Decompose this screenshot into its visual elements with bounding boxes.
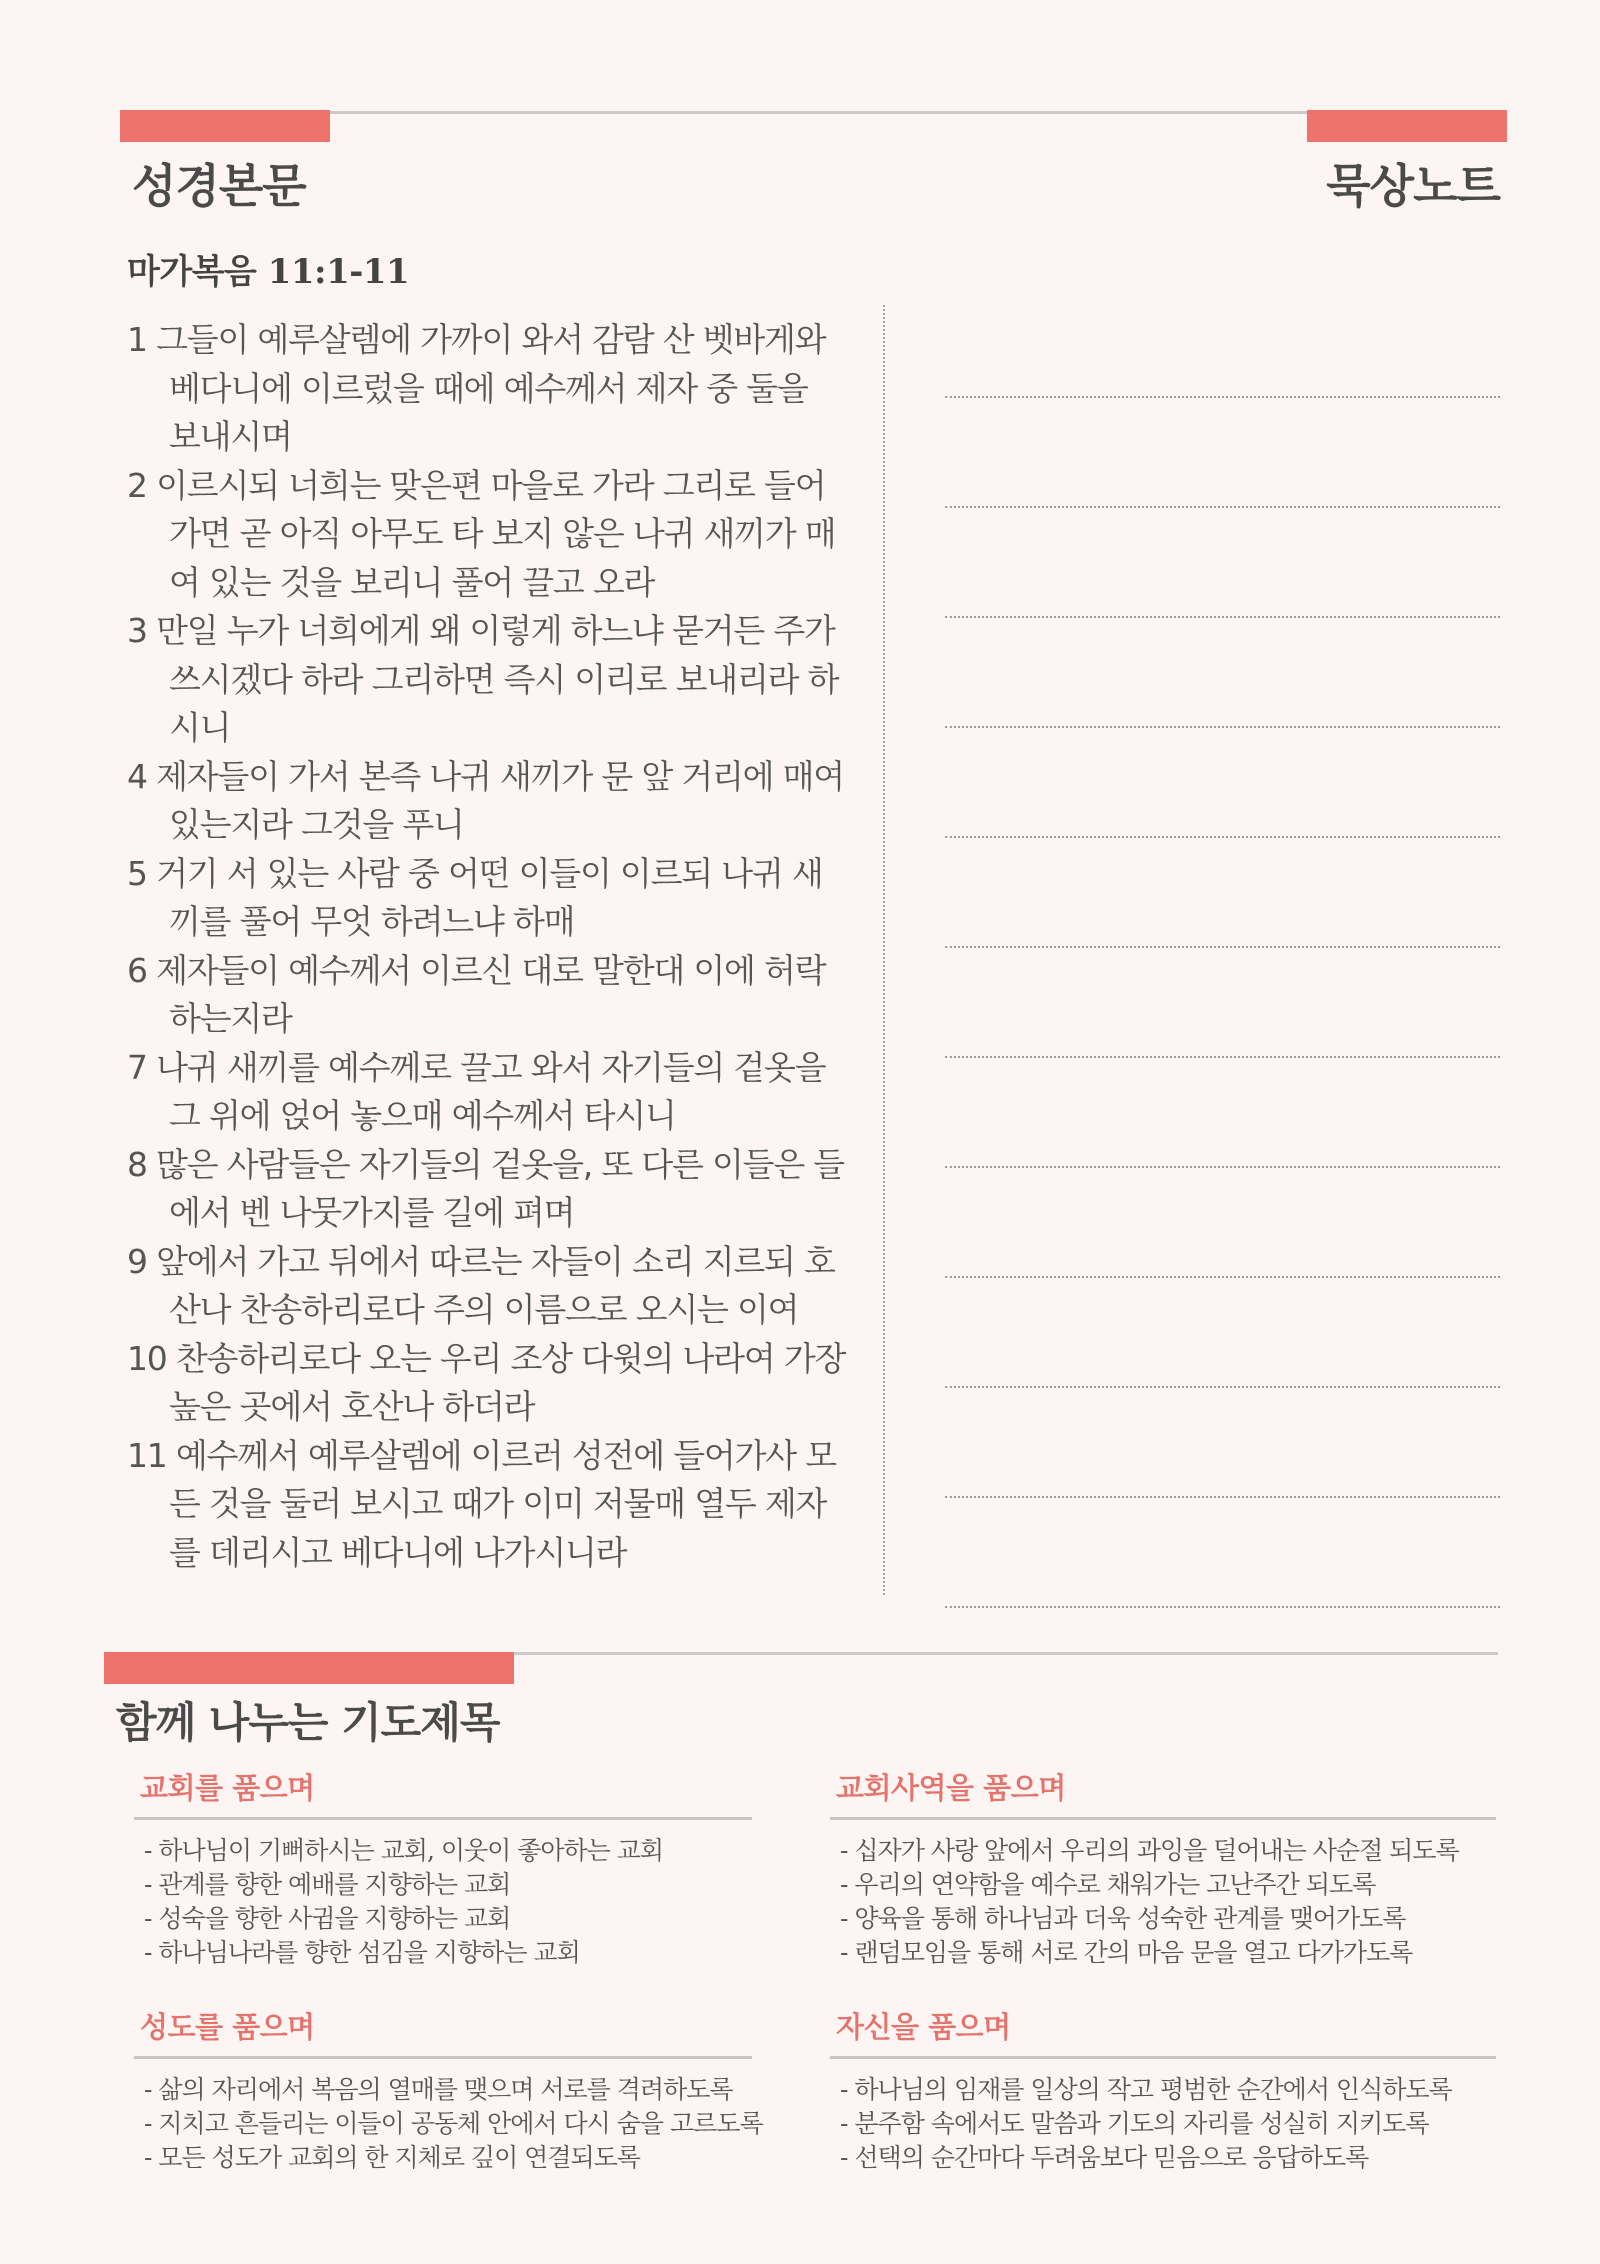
verse-3: 3 만일 누가 너희에게 왜 이렇게 하느냐 묻거든 주가 쓰시겠다 하라 그리하면 즉시 이리로 보내리라 하시니 <box>127 611 839 747</box>
column-divider <box>883 305 885 1595</box>
verse-2: 2 이르시되 너희는 맞은편 마을로 가라 그리로 들어가면 곧 아직 아무도 타 보지 않은 나귀 새끼가 매여 있는 것을 보리니 풀어 끌고 오라 <box>127 465 836 602</box>
scripture-heading: 성경본문 <box>132 159 306 213</box>
note-line[interactable] <box>945 1388 1500 1498</box>
prayer-item: - 선택의 순간마다 두려움보다 믿음으로 응답하도록 <box>840 2143 1369 2172</box>
prayer-section-church <box>134 1766 752 1970</box>
prayer-item: - 삶의 자리에서 복음의 열매를 맺으며 서로를 격려하도록 <box>144 2075 733 2104</box>
verse-7: 7 나귀 새끼를 예수께로 끌고 와서 자기들의 겉옷을 그 위에 얹어 놓으매 예수께서 타시니 <box>127 1047 826 1135</box>
passage-reference: 마가복음 11:1-11 <box>127 252 410 292</box>
prayer-list <box>134 1834 752 1970</box>
verse-1: 1 그들이 예루살렘에 가까이 와서 감람 산 벳바게와 베다니에 이르렀을 때에 예수께서 제자 중 둘을 보내시며 <box>127 320 826 456</box>
prayer-item: - 하나님의 임재를 일상의 작고 평범한 순간에서 인식하도록 <box>840 2075 1452 2104</box>
verse-8: 8 많은 사람들은 자기들의 겉옷을, 또 다른 이들은 들에서 벤 나뭇가지를 길에 펴며 <box>127 1144 844 1232</box>
note-line[interactable] <box>945 508 1500 618</box>
note-line[interactable] <box>945 288 1500 398</box>
prayer-list <box>134 2073 763 2175</box>
prayer-section-self <box>830 2005 1496 2175</box>
prayer-item: - 지치고 흔들리는 이들이 공동체 안에서 다시 숨을 고르도록 <box>144 2109 763 2138</box>
prayer-item: - 성숙을 향한 사귐을 지향하는 교회 <box>144 1904 511 1933</box>
note-line[interactable] <box>945 948 1500 1058</box>
prayer-section-ministry <box>830 1766 1496 1970</box>
prayer-list <box>830 2073 1496 2175</box>
accent-bar-prayer <box>104 1652 514 1684</box>
prayer-item: - 관계를 향한 예배를 지향하는 교회 <box>144 1870 511 1899</box>
accent-bar-right <box>1307 110 1507 142</box>
prayer-section-title: 성도를 품으며 <box>134 2005 752 2059</box>
note-line[interactable] <box>945 398 1500 508</box>
note-lines <box>945 288 1500 1608</box>
accent-bar-left <box>120 110 330 142</box>
verse-5: 5 거기 서 있는 사람 중 어떤 이들이 이르되 나귀 새끼를 풀어 무엇 하려느냐 하매 <box>127 853 823 941</box>
prayer-item: - 우리의 연약함을 예수로 채워가는 고난주간 되도록 <box>840 1870 1376 1899</box>
note-line[interactable] <box>945 1058 1500 1168</box>
meditation-notes-heading: 묵상노트 <box>1326 159 1500 213</box>
prayer-item: - 모든 성도가 교회의 한 지체로 깊이 연결되도록 <box>144 2143 640 2172</box>
prayer-item: - 하나님이 기뻐하시는 교회, 이웃이 좋아하는 교회 <box>144 1836 664 1865</box>
prayer-section-members <box>134 2005 763 2175</box>
note-line[interactable] <box>945 728 1500 838</box>
verse-4: 4 제자들이 가서 본즉 나귀 새끼가 문 앞 거리에 매여 있는지라 그것을 푸니 <box>127 756 844 844</box>
prayer-section-title: 자신을 품으며 <box>830 2005 1496 2059</box>
verse-6: 6 제자들이 예수께서 이르신 대로 말한대 이에 허락하는지라 <box>127 950 826 1038</box>
verse-10: 10 찬송하리로다 오는 우리 조상 다윗의 나라여 가장 높은 곳에서 호산나 하더라 <box>127 1338 846 1426</box>
prayer-section-title: 교회사역을 품으며 <box>830 1766 1496 1820</box>
note-line[interactable] <box>945 1278 1500 1388</box>
prayer-list <box>830 1834 1496 1970</box>
note-line[interactable] <box>945 618 1500 728</box>
prayer-item: - 분주함 속에서도 말씀과 기도의 자리를 성실히 지키도록 <box>840 2109 1429 2138</box>
note-line[interactable] <box>945 1168 1500 1278</box>
prayer-item: - 랜덤모임을 통해 서로 간의 마음 문을 열고 다가가도록 <box>840 1938 1413 1967</box>
verse-11: 11 예수께서 예루살렘에 이르러 성전에 들어가사 모든 것을 둘러 보시고 때가 이미 저물매 열두 제자를 데리시고 베다니에 나가시니라 <box>127 1435 836 1572</box>
prayer-section-title: 교회를 품으며 <box>134 1766 752 1820</box>
verse-9: 9 앞에서 가고 뒤에서 따르는 자들이 소리 지르되 호산나 찬송하리로다 주의 이름으로 오시는 이여 <box>127 1241 835 1329</box>
prayer-heading: 함께 나누는 기도제목 <box>116 1698 500 1747</box>
note-line[interactable] <box>945 1498 1500 1608</box>
prayer-item: - 십자가 사랑 앞에서 우리의 과잉을 덜어내는 사순절 되도록 <box>840 1836 1459 1865</box>
verse-list <box>127 316 847 1577</box>
prayer-item: - 양육을 통해 하나님과 더욱 성숙한 관계를 맺어가도록 <box>840 1904 1406 1933</box>
prayer-item: - 하나님나라를 향한 섬김을 지향하는 교회 <box>144 1938 580 1967</box>
note-line[interactable] <box>945 838 1500 948</box>
